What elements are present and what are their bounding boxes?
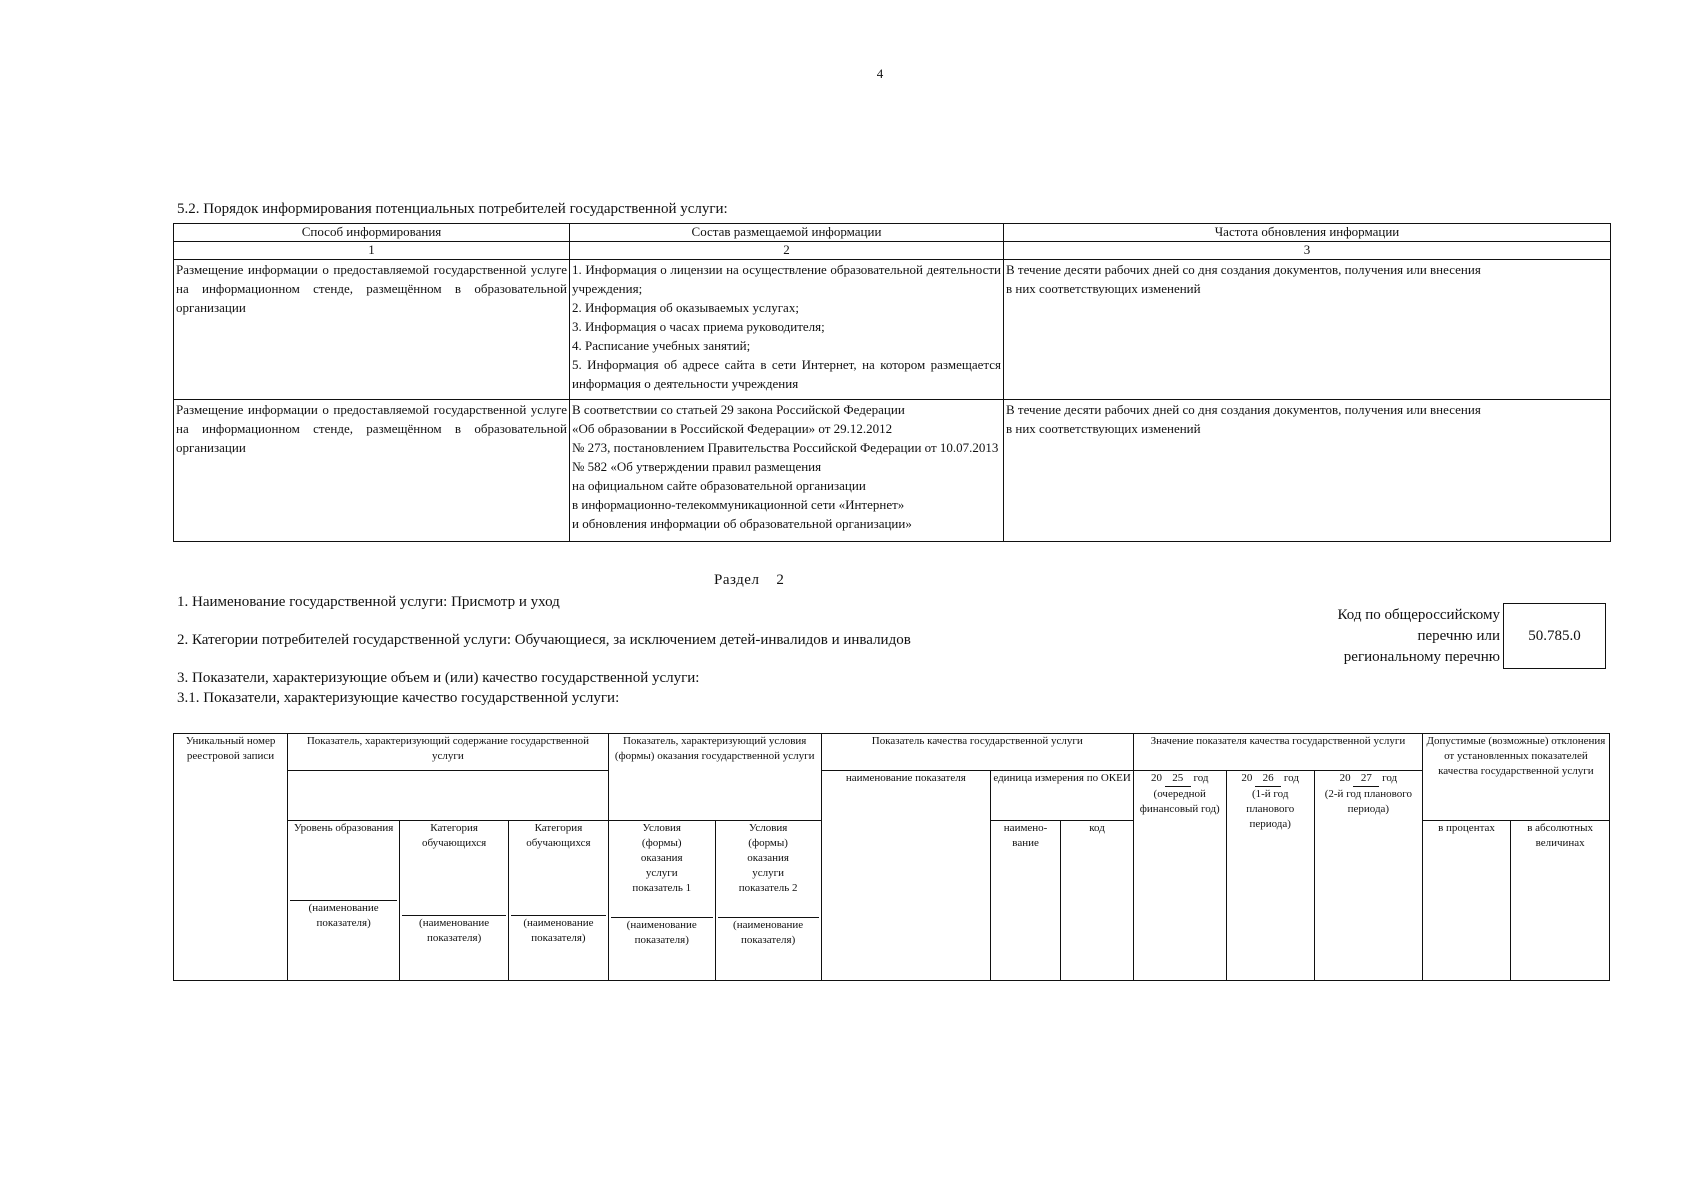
table-row — [174, 400, 1611, 542]
conditions-indicator-header: Показатель, характеризующий условия (формы) оказания государственной услуги — [608, 734, 821, 821]
year-suffix: год — [1283, 772, 1299, 784]
quality-indicator-header: Показатель качества государственной услуги — [821, 734, 1133, 771]
year-3-header — [1314, 771, 1422, 981]
update-frequency: В течение десяти рабочих дней со дня создания документов, получения или внесения в них соответствующих изменений — [1004, 400, 1611, 542]
year-1-header — [1134, 771, 1227, 981]
year-description: (1-й год планового периода) — [1246, 788, 1295, 830]
condition-indicator-1 — [608, 821, 715, 981]
year-description: (очередной финансовый год) — [1139, 788, 1220, 815]
unique-number-header: Уникальный номер реестровой записи — [174, 734, 288, 981]
informing-content: 1. Информация о лицензии на осуществление образовательной деятельности учреждения; 2. Информация об оказываемых услугах; 3. Информация о часах приема руководителя; 4. Расписание учебных занятий; 5. Информация об адресе сайта в сети Интернет, на котором размещается информация о деятельности учреждения — [570, 260, 1004, 400]
indicator-label: Категория обучающихся — [421, 822, 487, 849]
deviation-header: Допустимые (возможные) отклонения от установленных показателей качества государственной услуги — [1422, 734, 1609, 821]
name-hint: (наименование показателя) — [402, 915, 506, 946]
deviation-percent-header: в процентах — [1422, 821, 1510, 981]
update-frequency: В течение десяти рабочих дней со дня создания документов, получения или внесения в них соответствующих изменений — [1004, 260, 1611, 400]
column-number: 1 — [174, 242, 570, 260]
condition-indicator-2 — [715, 821, 821, 981]
section-3-title: 3. Показатели, характеризующие объем и (или) качество государственной услуги: — [177, 670, 700, 686]
year-description: (2-й год планового периода) — [1324, 788, 1412, 815]
indicator-label: Условия (формы) оказания услуги показатель 2 — [738, 822, 798, 894]
content-indicator-3 — [509, 821, 609, 981]
informing-content: В соответствии со статьей 29 закона Российской Федерации «Об образовании в Российской Федерации» от 29.12.2012 № 273, постановлением Правительства Российской Федерации от 10.07.2013 № 582 «Об утверждении правил размещения на официальном сайте образовательной организации в информационно-телекоммуникационной сети «Интернет» и обновления информации об образовательной организации» — [570, 400, 1004, 542]
unit-code-header: код — [1061, 821, 1134, 981]
section-heading: Раздел 2 — [714, 572, 785, 588]
unit-header: единица измерения по ОКЕИ — [991, 771, 1134, 821]
code-label: Код по общероссийскому перечню или региональному перечню — [1337, 607, 1500, 665]
section-5-2-title: 5.2. Порядок информирования потенциальных потребителей государственной услуги: — [177, 201, 728, 217]
year-prefix: 20 — [1241, 772, 1253, 784]
page-number: 4 — [876, 66, 884, 81]
name-hint: (наименование показателя) — [611, 917, 713, 948]
table-row — [174, 260, 1611, 400]
year-value: 27 — [1353, 771, 1379, 787]
year-value: 25 — [1165, 771, 1191, 787]
name-hint: (наименование показателя) — [511, 915, 606, 946]
indicator-label: Категория обучающихся — [526, 822, 591, 849]
quality-indicators-table — [173, 733, 1610, 981]
year-prefix: 20 — [1150, 772, 1162, 784]
indicator-label: Уровень образования — [293, 822, 394, 834]
deviation-absolute-header: в абсолютных величинах — [1511, 821, 1610, 981]
column-number: 2 — [570, 242, 1004, 260]
content-indicator-header: Показатель, характеризующий содержание государственной услуги — [288, 734, 609, 771]
column-number: 3 — [1004, 242, 1611, 260]
header-method: Способ информирования — [174, 224, 570, 242]
content-indicator-1 — [288, 821, 400, 981]
year-prefix: 20 — [1339, 772, 1351, 784]
informing-table — [173, 223, 1611, 542]
year-2-header — [1226, 771, 1314, 981]
quality-value-header: Значение показателя качества государственной услуги — [1134, 734, 1423, 771]
section-3-1-title: 3.1. Показатели, характеризующие качество государственной услуги: — [177, 690, 620, 706]
year-suffix: год — [1382, 772, 1398, 784]
header-content: Состав размещаемой информации — [570, 224, 1004, 242]
content-indicator-2 — [400, 821, 509, 981]
indicator-name-header: наименование показателя — [821, 771, 991, 981]
year-value: 26 — [1255, 771, 1281, 787]
name-hint: (наименование показателя) — [718, 917, 819, 948]
header-frequency: Частота обновления информации — [1004, 224, 1611, 242]
informing-method: Размещение информации о предоставляемой государственной услуге на информационном стенде, размещённом в образовательной организации — [174, 260, 570, 400]
service-name: 1. Наименование государственной услуги: Присмотр и уход — [177, 594, 560, 610]
unit-name-header: наимено-вание — [991, 821, 1061, 981]
consumer-categories: 2. Категории потребителей государственной услуги: Обучающиеся, за исключением детей-инвалидов и инвалидов — [177, 632, 911, 648]
name-hint: (наименование показателя) — [290, 900, 397, 931]
informing-method: Размещение информации о предоставляемой государственной услуге на информационном стенде, размещённом в образовательной организации — [174, 400, 570, 542]
indicator-label: Условия (формы) оказания услуги показатель 1 — [632, 822, 692, 894]
code-value: 50.785.0 — [1503, 603, 1606, 669]
year-suffix: год — [1193, 772, 1209, 784]
